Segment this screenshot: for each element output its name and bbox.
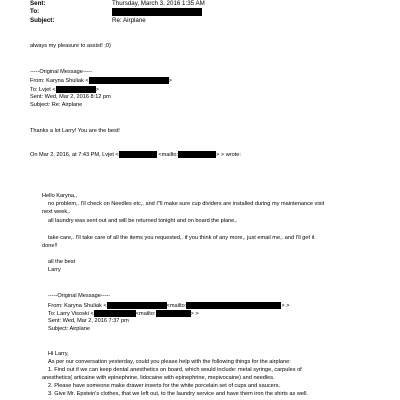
redaction [112,8,202,16]
quote1-line3b: done!! [42,243,58,249]
to-label: To: [30,8,40,15]
redaction [186,302,281,309]
orig2-greeting: Hi Larry, [48,351,69,357]
orig1-to: To: Lvjet < > [30,86,99,93]
orig2-p1: As per our conversation yesterday, could you please help with the following things for the airplane: [48,359,291,365]
original-message-separator: -----Original Message----- [30,69,93,75]
quote1-hello: Hello Karyna,, [42,193,78,199]
orig1-sent: Sent: Wed, Mar 2, 2016 8:12 pm [30,94,111,100]
original-message-separator-2: -----Original Message----- [48,293,111,299]
redaction [89,77,169,84]
to-value [112,8,202,16]
orig1-body: Thanks a lot Larry! You are the best! [30,128,120,134]
quote1-line2: all laundry was sent out and will be returned tonight and on board the plane,. [48,218,238,224]
sent-label: Sent: [30,0,46,7]
redaction [178,151,216,158]
quote1-header: On Mar 2, 2016, at 7:43 PM, Lvjet < <mailto: > > wrote: [30,151,241,158]
quote1-closing1: all the best [48,259,76,265]
orig2-subject: Subject: Airplane [48,326,90,332]
subject-value: Re: Airplane [112,17,146,24]
orig1-from: From: Karyna Shuliak < > [30,77,172,84]
orig2-item1b: anesthetics( articaine with epinephrine, lidocaine with epinephrine, mepivocaine) and needles. [42,375,275,381]
redaction [107,302,167,309]
redaction [119,151,157,158]
quote1-line3: take care,. I'll take care of all the items you requested,. if you think of any more,. just email me,. and I'll get it [48,235,315,241]
sent-value: Thursday, March 3, 2016 1:35 AM [112,0,205,7]
orig2-from: From: Karyna Shuliak < <mailto: > > [48,302,290,309]
orig2-item1a: 1. Find out if we can keep dental anesthetics on board, which would include: metal syringe, carpules of [48,367,302,373]
redaction [94,310,136,317]
redaction [156,310,191,317]
orig2-sent: Sent: Wed, Mar 2, 2016 7:37 pm [48,318,129,324]
reply-text: always my pleasure to assist! ;0) [30,43,111,49]
quote1-line1b: next week,. [42,209,71,215]
orig2-item2: 2. Please have someone make drawer inserts for the white porcelain set of cups and saucers. [48,383,280,389]
orig2-item3: 3. Give Mr. Epstein's clothes, that we left out, to the laundry service and have them iron the shirts as well. [48,391,309,397]
orig2-to: To: Larry Visoski < <mailto: > > [48,310,199,317]
subject-label: Subject: [30,17,55,24]
quote1-line1: no problem,. I'll check on Needles etc,. and I''ll make sure cup dividers are installed during my maintenance visit [48,201,325,207]
orig1-subject: Subject: Re: Airplane [30,102,83,108]
redaction [56,86,96,93]
quote1-closing2: Larry [48,267,61,273]
